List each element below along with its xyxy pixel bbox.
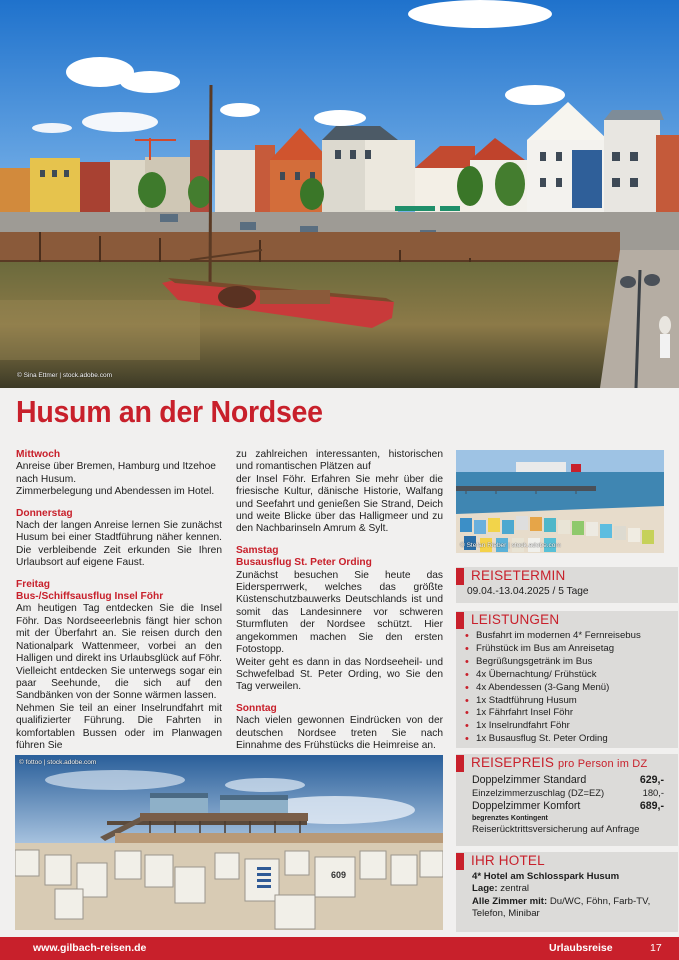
price-value: 629,- — [639, 774, 664, 786]
hotel-lage: zentral — [500, 883, 530, 895]
pier-photo-credit: © fottoo | stock.adobe.com — [19, 759, 97, 766]
price-row — [472, 773, 664, 787]
leistungen-box — [456, 611, 678, 748]
hotel-zimmer: Du/WC, Föhn, Farb-TV, Telefon, Minibar — [472, 895, 651, 920]
price-label: Einzelzimmerzuschlag (DZ=EZ) — [472, 787, 605, 798]
footer-website: www.gilbach-reisen.de — [33, 942, 147, 954]
accent-bar — [456, 612, 464, 629]
price-label: Doppelzimmer Standard — [472, 774, 587, 786]
beach-illustration — [456, 450, 664, 553]
day-heading-donnerstag: Donnerstag — [16, 507, 73, 519]
accent-bar — [456, 568, 464, 585]
beach-photo-credit: © Stefan Rieber | stock.adobe.com — [460, 542, 561, 549]
day-text-freitag-continued: zu zahlreichen interessanten, historischen und romantischen Plätzen auf der Insel Föhr. Erfahren Sie mehr über die friesische Kultur, dänische Historie, Walfang und Seefahrt und genießen Sie Strand, Deich und weite Blicke über das Halligmeer und zu den Nachbarinseln Amrum & Sylt. — [236, 449, 443, 535]
leistungen-item: • 4x Abendessen (3-Gang Menü) — [476, 682, 678, 695]
footer-bar — [0, 937, 679, 960]
hotel-heading: IHR HOTEL — [471, 853, 545, 868]
day-text-donnerstag: Nach der langen Anreise lernen Sie zunächst Husum bei einer Stadtführung näher kennen. Die verbleibende Zeit erkunden Sie Ihren Urlaubsort auf eigene Faust. — [16, 520, 222, 569]
hero-photo-credit: © Sina Ettmer | stock.adobe.com — [17, 372, 112, 379]
itinerary-column-2 — [236, 449, 443, 752]
footer-page-number: 17 — [650, 942, 662, 954]
leistungen-item: • 1x Busausflug St. Peter Ording — [476, 733, 678, 746]
reisepreis-heading: REISEPREIS — [471, 755, 555, 770]
pier-beach-photo — [15, 755, 443, 930]
leistungen-item: • Frühstück im Bus am Anreisetag — [476, 643, 678, 656]
leistungen-heading: LEISTUNGEN — [471, 612, 560, 627]
day-subtitle-samstag: Busausflug St. Peter Ording — [236, 557, 372, 569]
hotel-zimmer-label: Alle Zimmer mit: — [472, 895, 548, 907]
beach-chairs-photo — [456, 450, 664, 553]
day-subtitle-freitag: Bus-/Schiffsausflug Insel Föhr — [16, 591, 164, 603]
chair-number: 609 — [331, 870, 347, 880]
day-text-sonntag: Nach vielen gewonnen Eindrücken von der deutschen Nordsee treten Sie nach Einnahme des Frühstücks die Heimreise an. — [236, 715, 443, 751]
leistungen-item: • 4x Übernachtung/ Frühstück — [476, 669, 678, 682]
leistungen-item: • Busfahrt im modernen 4* Fernreisebus — [476, 630, 678, 643]
leistungen-item: • 1x Fährfahrt Insel Föhr — [476, 707, 678, 720]
pier-illustration — [15, 755, 443, 930]
price-row — [472, 787, 664, 799]
day-heading-mittwoch: Mittwoch — [16, 449, 61, 460]
day-text-freitag: Am heutigen Tag entdecken Sie die Insel Föhr. Das Nordseeerlebnis fängt hier schon mit der Überfahrt an. Sie reisen durch den Nationalpark Wattenmeer, vorbei an den Halligen und direkt ins Urlaubsglück auf Föhr. Vielleicht entdecken Sie unterwegs sogar ein paar Seehunde, die sich auf den Sandbänken von der Sonne wärmen lassen. Nehmen Sie teil an einer Inselrundfahrt mit qualifizierter Führung. Die Fahrten in komfortablen Bussen oder im Planwagen führen Sie — [16, 603, 222, 751]
reisetermin-text: 09.04.-13.04.2025 / 5 Tage — [467, 586, 589, 597]
reisepreis-subheading: pro Person im DZ — [557, 758, 648, 770]
day-heading-sonntag: Sonntag — [236, 702, 277, 714]
reisepreis-box — [456, 754, 678, 846]
hotel-lage-label: Lage: — [472, 883, 498, 895]
ruecktritt-note: Reiserücktrittsversicherung auf Anfrage — [472, 824, 640, 835]
price-row — [472, 799, 664, 813]
reisetermin-box — [456, 567, 678, 603]
price-label: Doppelzimmer Komfort — [472, 800, 581, 812]
accent-bar — [456, 853, 464, 870]
day-heading-freitag: Freitag — [16, 578, 50, 590]
page-title: Husum an der Nordsee — [16, 394, 323, 429]
kontingent-note: begrenztes Kontingent — [472, 815, 548, 822]
day-text-mittwoch: Anreise über Bremen, Hamburg und Itzehoe nach Husum. Zimmerbelegung und Abendessen im Hotel. — [16, 461, 216, 498]
leistungen-item: • 1x Inselrundfahrt Föhr — [476, 720, 678, 733]
price-value: 689,- — [639, 800, 664, 812]
hotel-name: 4* Hotel am Schlosspark Husum — [472, 871, 620, 882]
price-value: 180,- — [642, 787, 664, 798]
hero-photo-husum-harbor — [0, 0, 679, 388]
accent-bar — [456, 755, 464, 772]
leistungen-item: • Begrüßungsgetränk im Bus — [476, 656, 678, 669]
leistungen-list — [456, 630, 678, 746]
hotel-box — [456, 852, 678, 932]
itinerary-column-1 — [16, 449, 222, 752]
reisetermin-heading: REISETERMIN — [471, 568, 566, 583]
harbor-illustration — [0, 0, 679, 388]
footer-category: Urlaubsreise — [549, 942, 613, 954]
leistungen-item: • 1x Stadtführung Husum — [476, 695, 678, 708]
day-text-samstag: Zunächst besuchen Sie heute das Eidersperrwerk, welches das größte Küstenschutzbauwerks Deutschlands ist und somit das Landesinnere vor schweren Sturmfluten der Nordsee schützt. Hier angekommen machen Sie den ersten Fotostopp. Weiter geht es dann in das Nordseeheil- und Schwefelbad St. Peter Ording, wo Sie den Tag verweilen. — [236, 569, 443, 693]
day-heading-samstag: Samstag — [236, 544, 279, 556]
